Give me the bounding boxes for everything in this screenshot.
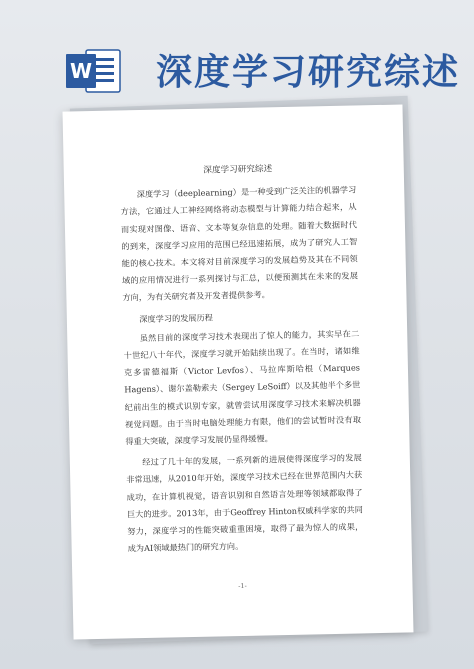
banner-title: 深度学习研究综述 [156, 52, 461, 93]
page-content [120, 159, 364, 561]
svg-text:W: W [69, 59, 93, 83]
document-title: 深度学习研究综述 [203, 164, 273, 176]
document-page [63, 104, 414, 639]
intro-paragraph: 深度学习（deeplearning）是一种受到广泛关注的机器学习方法，它通过人工神经网络将动态模型与计算能力结合起来，从而实现对图像、语音、文本等复杂信息的处理。随着大数据时代的到来，深度学习应用的范围已经迅速拓展，成为了研究人工智能的核心技术。本文将对目前深度学习的发展趋势及其在不同领域的应用情况进行一系列探讨与汇总，以便预测其在未来的发展方向，为有关研究者及开发者提供参考。 [120, 184, 359, 303]
body-paragraph: 虽然目前的深度学习技术表现出了惊人的能力，其实早在二十世纪八十年代，深度学习就开始陆续出现了。在当时，诸如维克多雷德福斯（Victor Levfos）、马拉库斯哈根（Marques Hagens）、谢尔盖勒索夫（Sergey LeSoiff）以及其他半个多世纪前出生的模式识别专家，就曾尝试用深度学习技术来解决机器视觉问题。由于当时电脑处理能力有限，他们的尝试暂时没有取得重大突破，深度学习发展仍显得缓慢。 [123, 328, 362, 447]
section-heading: 深度学习的发展历程 [139, 312, 214, 324]
page-number: -1- [238, 581, 247, 591]
word-doc-icon [64, 46, 124, 96]
body-paragraph: 经过了几十年的发展，一系列新的进展使得深度学习的发展非常迅速，从2010年开始，深度学习技术已经在世界范围内大获成功，在计算机视觉，语音识别和自然语言处理等领域都取得了巨大的进步。2013年，由于Geoffrey Hinton权威科学家的共同努力，深度学习的性能突破重重困境，取得了最为惊人的成果，成为AI领域最热门的研究方向。 [126, 452, 364, 554]
